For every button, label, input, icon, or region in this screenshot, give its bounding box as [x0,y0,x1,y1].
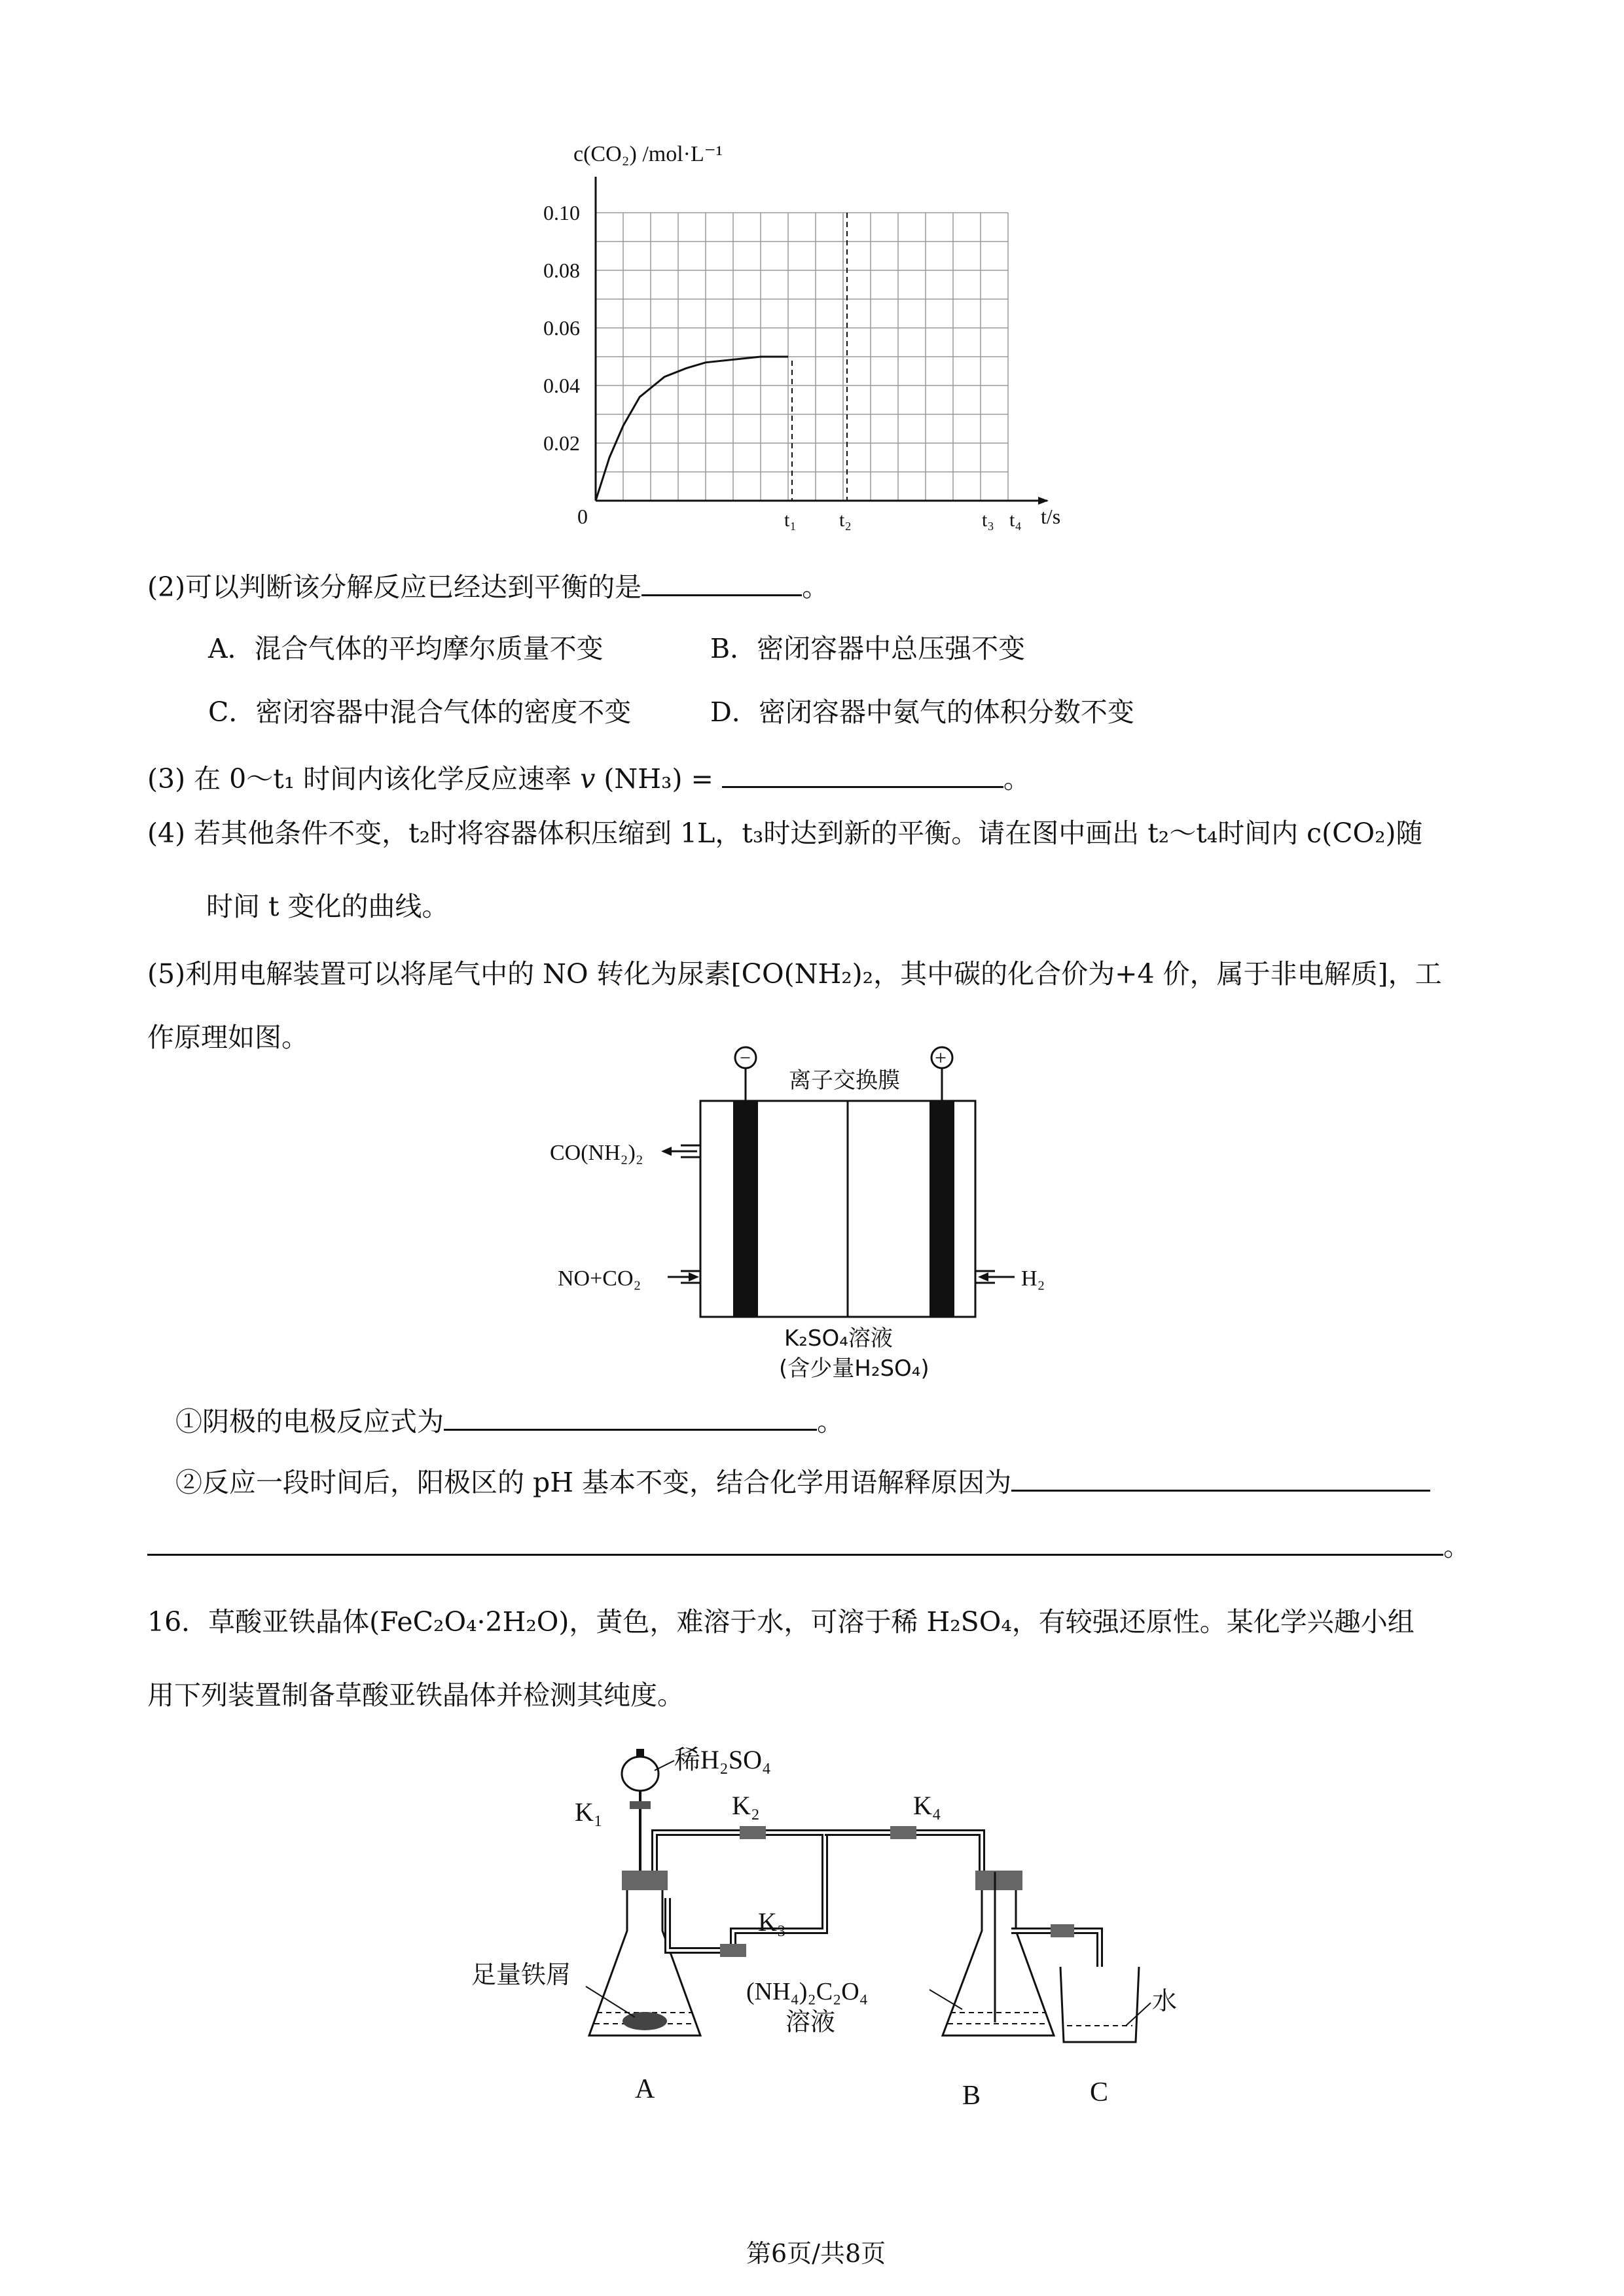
beaker-c [1060,1967,1139,2042]
oxalate-sol-label: 溶液 [785,2007,836,2036]
series-line [596,357,788,501]
label-b: B [962,2081,981,2111]
x-axis-arrow [1038,497,1049,505]
k1-stopcock-icon[interactable] [630,1801,651,1809]
chart-grid [596,213,1008,501]
co2-concentration-chart [537,118,1087,550]
q2-option-c[interactable]: C．密闭容器中混合气体的密度不变 [208,696,632,728]
q5-sub1-blank[interactable] [444,1404,817,1431]
y-tick-label: 0.04 [543,374,580,397]
separatory-funnel [622,1757,659,1791]
tube-a-to-junction [655,1833,825,1950]
y-tick-label: 0.06 [543,316,580,340]
anode-plate [929,1101,954,1317]
x-tick-label: t₁ [784,509,797,531]
k4-label: K₄ [913,1791,941,1820]
q2-option-a[interactable]: A．混合气体的平均摩尔质量不变 [208,633,604,664]
negative-sign: − [740,1047,751,1069]
inlet-arrow-head [689,1272,699,1282]
label-a: A [635,2074,655,2104]
q2-option-d[interactable]: D．密闭容器中氨气的体积分数不变 [710,696,1134,728]
electrolysis-diagram [543,1021,1080,1388]
chart-x-ticks [784,509,1022,531]
k3-clamp-icon[interactable] [720,1944,746,1957]
membrane-label: 离子交换膜 [789,1067,900,1094]
chart-y-ticks [543,201,580,455]
tube-inner-3 [668,1898,733,1950]
oxalate-label: (NH₄)₂C₂O₄ [746,1978,868,2005]
x-tick-label: t₃ [982,509,994,531]
tube-connector [1051,1924,1074,1937]
y-tick-label: 0.08 [543,259,580,282]
q4-line1: (4) 若其他条件不变，t₂时将容器体积压缩到 1L，t₃时达到新的平衡。请在图中画出 t₂～t₄时间内 c(CO₂)随 [147,817,1423,849]
k1-label: K₁ [575,1797,603,1827]
q2-stem: (2)可以判断该分解反应已经达到平衡的是 。 [147,569,829,603]
y-tick-label: 0.02 [543,431,580,455]
apparatus-diagram [458,1734,1191,2160]
chart-y-label: c(CO₂) /mol·L⁻¹ [573,142,723,166]
funnel-stopper [636,1749,644,1757]
q5-sub2-line2: 。 [147,1529,1470,1563]
acid-label: 稀H₂SO₄ [674,1745,771,1774]
page-footer: 第6页/共8页 [746,2239,886,2268]
q2-option-b[interactable]: B．密闭容器中总压强不变 [710,633,1026,664]
outlet-arrow-head [661,1147,672,1156]
k4-clamp-icon[interactable] [890,1826,916,1839]
iron-label: 足量铁屑 [471,1960,571,1989]
solution-note: (含少量H₂SO₄) [779,1355,929,1382]
q3-answer-blank[interactable] [722,761,1003,788]
x-tick-label: t₄ [1009,509,1022,531]
q5-sub2-blank-2[interactable] [147,1529,1443,1556]
no-co2-label: NO+CO₂ [558,1266,641,1291]
q5-line1: (5)利用电解装置可以将尾气中的 NO 转化为尿素[CO(NH₂)₂，其中碳的化合价为+4 价，属于非电解质]，工 [147,958,1442,990]
q5-line2: 作原理如图。 [147,1022,308,1053]
flask-a-stopper [622,1871,668,1890]
positive-sign: + [935,1046,947,1069]
y-tick-label: 0.10 [543,201,580,224]
h2-arrow-head [978,1272,988,1282]
q4-line2: 时间 t 变化的曲线。 [206,891,449,922]
q5-sub2-blank-1[interactable] [1011,1465,1430,1492]
flask-b-stopper [975,1871,1022,1890]
solution-label: K₂SO₄溶液 [784,1325,893,1352]
x-tick-label: t₂ [839,509,852,531]
water-label: 水 [1152,1986,1178,2015]
iron-filings-icon [623,2012,667,2030]
origin-label: 0 [577,505,588,528]
k3-label: K₃ [758,1907,786,1937]
x-axis-label: t/s [1041,505,1061,528]
tube-k3-to-a [668,1898,733,1950]
q16-line1: 16．草酸亚铁晶体(FeC₂O₄·2H₂O)，黄色，难溶于水，可溶于稀 H₂SO₄，有较强还原性。某化学兴趣小组 [147,1606,1415,1638]
h2-label: H₂ [1021,1266,1045,1291]
q5-sub1: ①阴极的电极反应式为 。 [175,1404,844,1438]
acid-pointer [655,1761,674,1770]
q3-stem: (3) 在 0～t₁ 时间内该化学反应速率 v (NH₃) = 。 [147,761,1030,795]
q16-line2: 用下列装置制备草酸亚铁晶体并检测其纯度。 [147,1679,684,1711]
urea-label: CO(NH₂)₂ [550,1141,643,1165]
label-c: C [1090,2077,1109,2108]
q5-sub2: ②反应一段时间后，阳极区的 pH 基本不变，结合化学用语解释原因为 [175,1465,1430,1499]
k2-clamp-icon[interactable] [740,1826,766,1839]
q2-answer-blank[interactable] [641,569,802,596]
k2-label: K₂ [732,1791,760,1820]
cathode-plate [733,1101,758,1317]
